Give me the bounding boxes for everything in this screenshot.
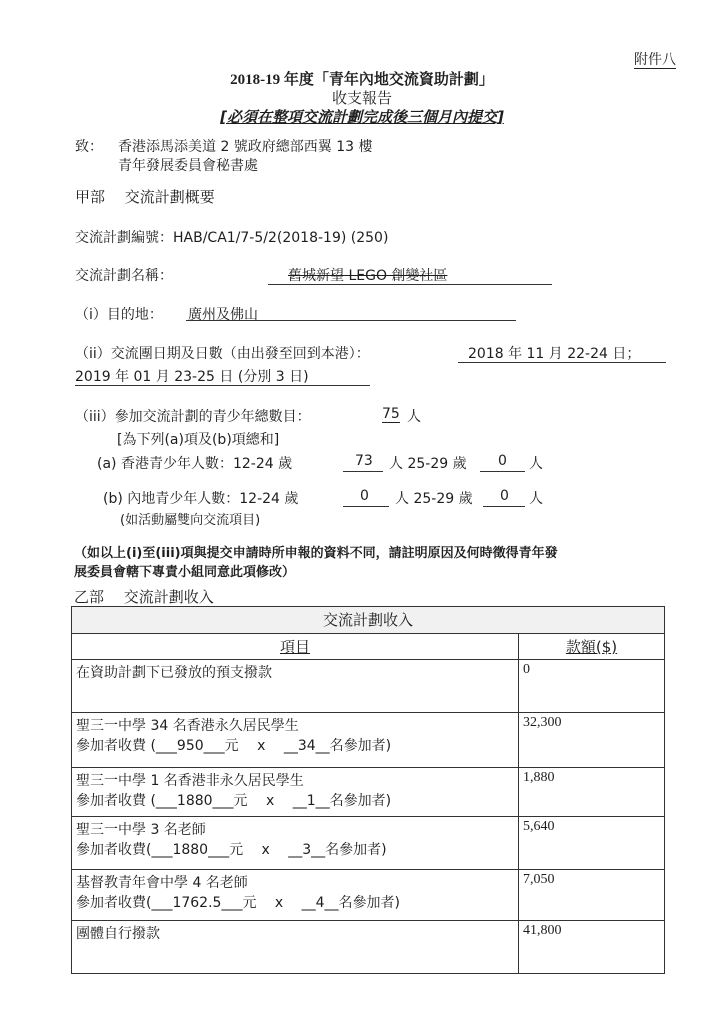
table-row <box>72 870 665 921</box>
hk-youth-mid: 人 25-29 歲 <box>389 456 467 472</box>
income-table-caption: 交流計劃收入 <box>72 607 665 634</box>
project-number: 交流計劃編號：HAB/CA1/7-5/2(2018-19) (250) <box>75 230 389 246</box>
row-item: 在資助計劃下已發放的預支撥款 <box>72 660 519 713</box>
table-row <box>72 921 665 974</box>
dates-value-1: 2018 年 11 月 22-24 日； <box>468 346 641 362</box>
destination-value: 廣州及佛山 <box>188 307 258 323</box>
project-name-underline <box>268 284 552 285</box>
ml-youth-label: (b) 內地青少年人數：12-24 歲 <box>103 491 299 507</box>
address-line-2: 青年發展委員會秘書處 <box>118 158 258 174</box>
hk-youth-unit: 人 <box>529 456 543 472</box>
row-amount: 1,880 <box>519 768 665 817</box>
hk-youth-25-29: 0 <box>498 453 507 469</box>
total-youth-value: 75 <box>382 406 400 422</box>
table-row <box>72 768 665 817</box>
income-col-item: 項目 <box>72 634 519 660</box>
row-amount: 41,800 <box>519 921 665 974</box>
income-table <box>71 606 665 974</box>
part-a-heading: 甲部 交流計劃概要 <box>75 188 215 206</box>
title-line-3: [必須在整項交流計劃完成後三個月內提交] <box>220 108 504 126</box>
project-name-value: 舊城新望 LEGO 創變社區 <box>288 268 448 284</box>
ml-youth-25-29: 0 <box>500 488 509 504</box>
row-item: 聖三一中學 1 名香港非永久居民學生 參加者收費 (___1880___元 x __1__名參加者) <box>72 768 519 817</box>
row-amount: 0 <box>519 660 665 713</box>
total-youth-unit: 人 <box>407 409 421 425</box>
title-line-2: 收支報告 <box>331 89 392 107</box>
row-amount: 32,300 <box>519 713 665 768</box>
total-youth-label: （iii）參加交流計劃的青少年總數目： <box>75 409 311 425</box>
to-label: 致： <box>75 139 103 155</box>
row-item: 聖三一中學 34 名香港永久居民學生 參加者收費 (___950___元 x __34__名參加者) <box>72 713 519 768</box>
ml-youth-12-24: 0 <box>360 488 369 504</box>
sum-note: [為下列(a)項及(b)項總和] <box>117 432 280 448</box>
row-item: 聖三一中學 3 名老師 參加者收費(___1880___元 x __3__名參加者) <box>72 817 519 870</box>
ml-youth-unit: 人 <box>529 491 543 507</box>
table-row <box>72 660 665 713</box>
address-line-1: 香港添馬添美道 2 號政府總部西翼 13 樓 <box>118 139 373 155</box>
hk-youth-label: (a) 香港青少年人數：12-24 歲 <box>97 456 293 472</box>
dates-underline-1 <box>458 362 666 363</box>
hk-12-24-underline <box>343 471 383 472</box>
row-amount: 5,640 <box>519 817 665 870</box>
ml-25-29-underline <box>483 506 525 507</box>
table-row <box>72 713 665 768</box>
destination-underline <box>186 320 516 321</box>
table-row <box>72 817 665 870</box>
dates-underline-2 <box>75 385 370 386</box>
row-item: 基督教青年會中學 4 名老師 參加者收費(___1762.5___元 x __4__名參加者) <box>72 870 519 921</box>
hk-25-29-underline <box>480 471 525 472</box>
title-line-1: 2018-19 年度「青年內地交流資助計劃」 <box>230 72 494 88</box>
row-amount: 7,050 <box>519 870 665 921</box>
income-col-amount: 款額($) <box>519 634 665 660</box>
row-item: 團體自行撥款 <box>72 921 519 974</box>
hk-youth-12-24: 73 <box>355 453 373 469</box>
ml-youth-mid: 人 25-29 歲 <box>395 491 473 507</box>
remark-line-1: （如以上(i)至(iii)項與提交申請時所申報的資料不同，請註明原因及何時徵得青年發 <box>74 546 558 561</box>
part-b-heading: 乙部 交流計劃收入 <box>74 588 214 606</box>
dates-value-2: 2019 年 01 月 23-25 日 (分別 3 日) <box>75 369 309 385</box>
dates-label: （ii）交流團日期及日數（由出發至回到本港）： <box>75 346 370 362</box>
destination-label: （i）目的地： <box>75 307 163 323</box>
project-name-label: 交流計劃名稱： <box>75 268 173 284</box>
ml-youth-note: (如活動屬雙向交流項目) <box>120 513 261 528</box>
ml-12-24-underline <box>343 506 389 507</box>
remark-line-2: 展委員會轄下專責小組同意此項修改） <box>74 565 296 580</box>
annex-label: 附件八 <box>634 52 676 68</box>
